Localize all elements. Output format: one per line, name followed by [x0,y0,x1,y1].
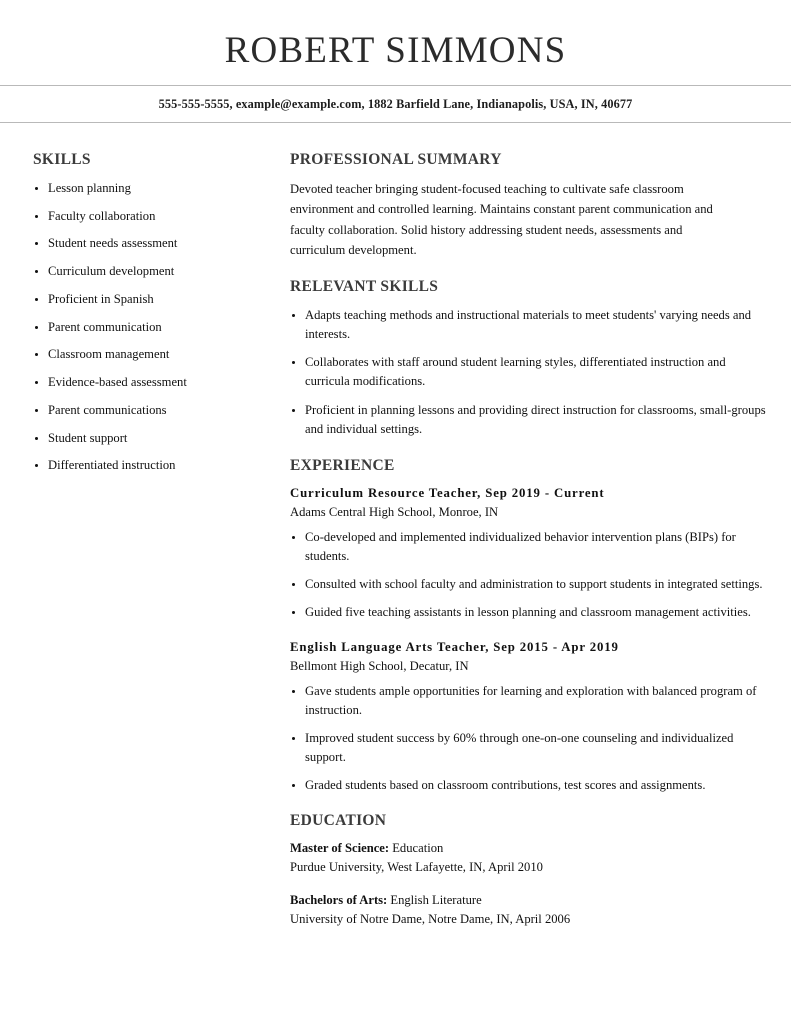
list-item [290,306,767,344]
list-item [33,373,290,391]
skill-label: Curriculum development [48,264,175,279]
list-item [290,682,767,720]
job-bullet-text: Co-developed and implemented individualized behavior intervention plans (BIPs) for students. [305,529,736,564]
skill-label: Student support [48,430,128,445]
list-item [290,353,767,391]
professional-summary-section [290,151,767,260]
list-item [290,729,767,767]
candidate-name: ROBERT SIMMONS [224,30,567,71]
main-column [290,151,791,946]
list-item [33,345,290,363]
list-item [33,207,290,225]
job-bullet-text: Graded students based on classroom contributions, test scores and assignments. [305,778,706,793]
education-entry [290,839,767,877]
skills-section [33,151,290,474]
skill-label: Parent communications [48,402,167,417]
list-item [33,179,290,197]
professional-summary-heading: PROFESSIONAL SUMMARY [290,151,502,169]
list-item [33,290,290,308]
education-degree-label: Bachelors of Arts: [290,893,388,907]
skill-label: Student needs assessment [48,236,178,251]
education-degree-label: Master of Science: [290,841,390,856]
job-organization: Adams Central High School, Monroe, IN [290,505,499,520]
education-entry [290,891,767,929]
list-item [290,401,767,439]
skill-label: Parent communication [48,319,162,334]
job-bullets [290,528,767,623]
experience-heading: EXPERIENCE [290,456,395,474]
list-item [33,401,290,419]
list-item [33,456,290,474]
skill-label: Proficient in Spanish [48,291,154,306]
skill-label: Faculty collaboration [48,208,156,223]
experience-section [290,457,767,796]
job-bullets [290,682,767,796]
resume-body [0,123,791,946]
list-item [33,318,290,336]
relevant-skills-list [290,306,767,439]
contact-line: 555-555-5555, example@example.com, 1882 Barfield Lane, Indianapolis, USA, IN, 40677 [158,96,633,111]
relevant-skill-text: Proficient in planning lessons and providing direct instruction for classrooms, small-groups and individual settings. [305,402,766,436]
education-degree-field: English Literature [390,893,482,907]
list-item [290,603,767,622]
education-school: University of Notre Dame, Notre Dame, IN, April 2006 [290,911,571,926]
experience-entry [290,638,767,795]
education-degree [290,891,767,910]
skill-label: Lesson planning [48,180,131,195]
list-item [33,262,290,280]
relevant-skill-text: Collaborates with staff around student learning styles, differentiated instruction and curricula modifications. [305,355,726,389]
professional-summary-text: Devoted teacher bringing student-focused teaching to cultivate safe classroom environment and controlled learning. Maintains constant parent communication and faculty collaboration. Solid history addressing student needs, assessments and curriculum development. [290,181,713,258]
job-bullet-text: Gave students ample opportunities for learning and exploration with balanced program of instruction. [305,683,757,718]
job-title: English Language Arts Teacher, Sep 2015 - Apr 2019 [290,640,619,655]
experience-entry [290,484,767,622]
list-item [290,528,767,566]
list-item [290,575,767,594]
job-bullet-text: Consulted with school faculty and administration to support students in integrated settings. [305,577,763,592]
relevant-skills-section [290,278,767,438]
skills-heading: SKILLS [33,151,91,169]
skill-label: Classroom management [48,347,170,362]
education-section [290,812,767,929]
job-title: Curriculum Resource Teacher, Sep 2019 - Current [290,486,605,501]
education-degree [290,839,767,858]
resume-header [0,0,791,85]
relevant-skill-text: Adapts teaching methods and instructional materials to meet students' varying needs and interests. [305,308,752,342]
education-heading: EDUCATION [290,811,387,829]
skills-list [33,179,290,475]
skill-label: Differentiated instruction [48,458,176,473]
relevant-skills-heading: RELEVANT SKILLS [290,278,439,296]
job-bullet-text: Improved student success by 60% through one-on-one counseling and individualized support. [305,731,734,765]
skill-label: Evidence-based assessment [48,375,187,390]
education-school: Purdue University, West Lafayette, IN, April 2010 [290,860,543,875]
contact-band [0,86,791,123]
list-item [33,429,290,447]
education-degree-field: Education [392,841,444,856]
job-bullet-text: Guided five teaching assistants in lesson planning and classroom management activities. [305,605,751,620]
job-organization: Bellmont High School, Decatur, IN [290,659,469,674]
sidebar-column [0,151,290,492]
list-item [33,234,290,252]
list-item [290,776,767,795]
